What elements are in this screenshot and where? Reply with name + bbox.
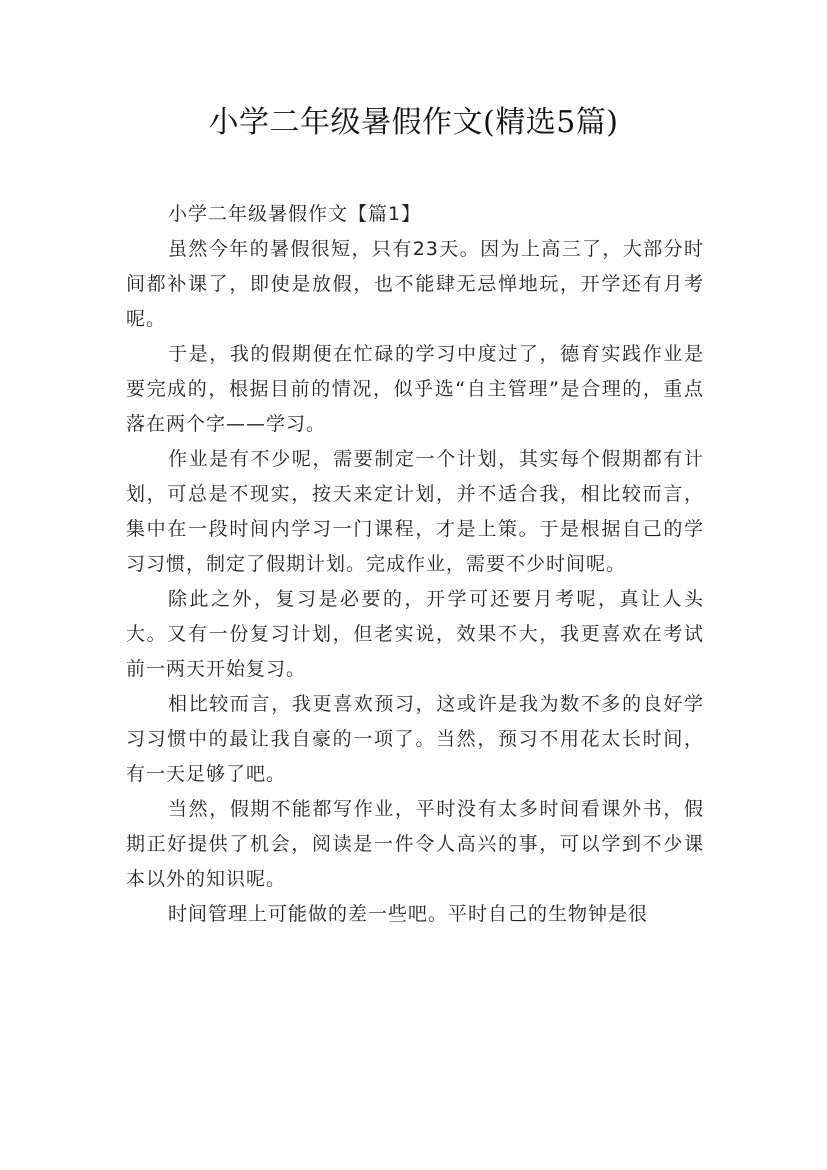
- paragraph-6: 当然，假期不能都写作业，平时没有太多时间看课外书，假期正好提供了机会，阅读是一件令人高兴的事，可以学到不少课本以外的知识呢。: [126, 798, 704, 890]
- paragraph-5: 相比较而言，我更喜欢预习，这或许是我为数不多的良好学习习惯中的最让我自豪的一项了。当然，预习不用花太长时间，有一天足够了吧。: [126, 693, 704, 785]
- document-title: 小学二年级暑假作文(精选5篇): [208, 105, 619, 140]
- paragraph-7: 时间管理上可能做的差一些吧。平时自己的生物钟是很: [168, 903, 649, 925]
- paragraph-1: 虽然今年的暑假很短，只有23天。因为上高三了，大部分时间都补课了，即使是放假，也不能肆无忌惮地玩，开学还有月考呢。: [126, 238, 704, 330]
- document-body: [126, 197, 704, 932]
- paragraph-2: 于是，我的假期便在忙碌的学习中度过了，德育实践作业是要完成的，根据目前的情况，似乎选“自主管理”是合理的，重点落在两个字——学习。: [126, 343, 704, 435]
- section-heading: 小学二年级暑假作文【篇1】: [168, 203, 422, 225]
- paragraph-4: 除此之外，复习是必要的，开学可还要月考呢，真让人头大。又有一份复习计划，但老实说，效果不大，我更喜欢在考试前一两天开始复习。: [126, 588, 704, 680]
- paragraph-3: 作业是有不少呢，需要制定一个计划，其实每个假期都有计划，可总是不现实，按天来定计划，并不适合我，相比较而言，集中在一段时间内学习一门课程，才是上策。于是根据自己的学习习惯，制定了假期计划。完成作业，需要不少时间呢。: [126, 448, 704, 575]
